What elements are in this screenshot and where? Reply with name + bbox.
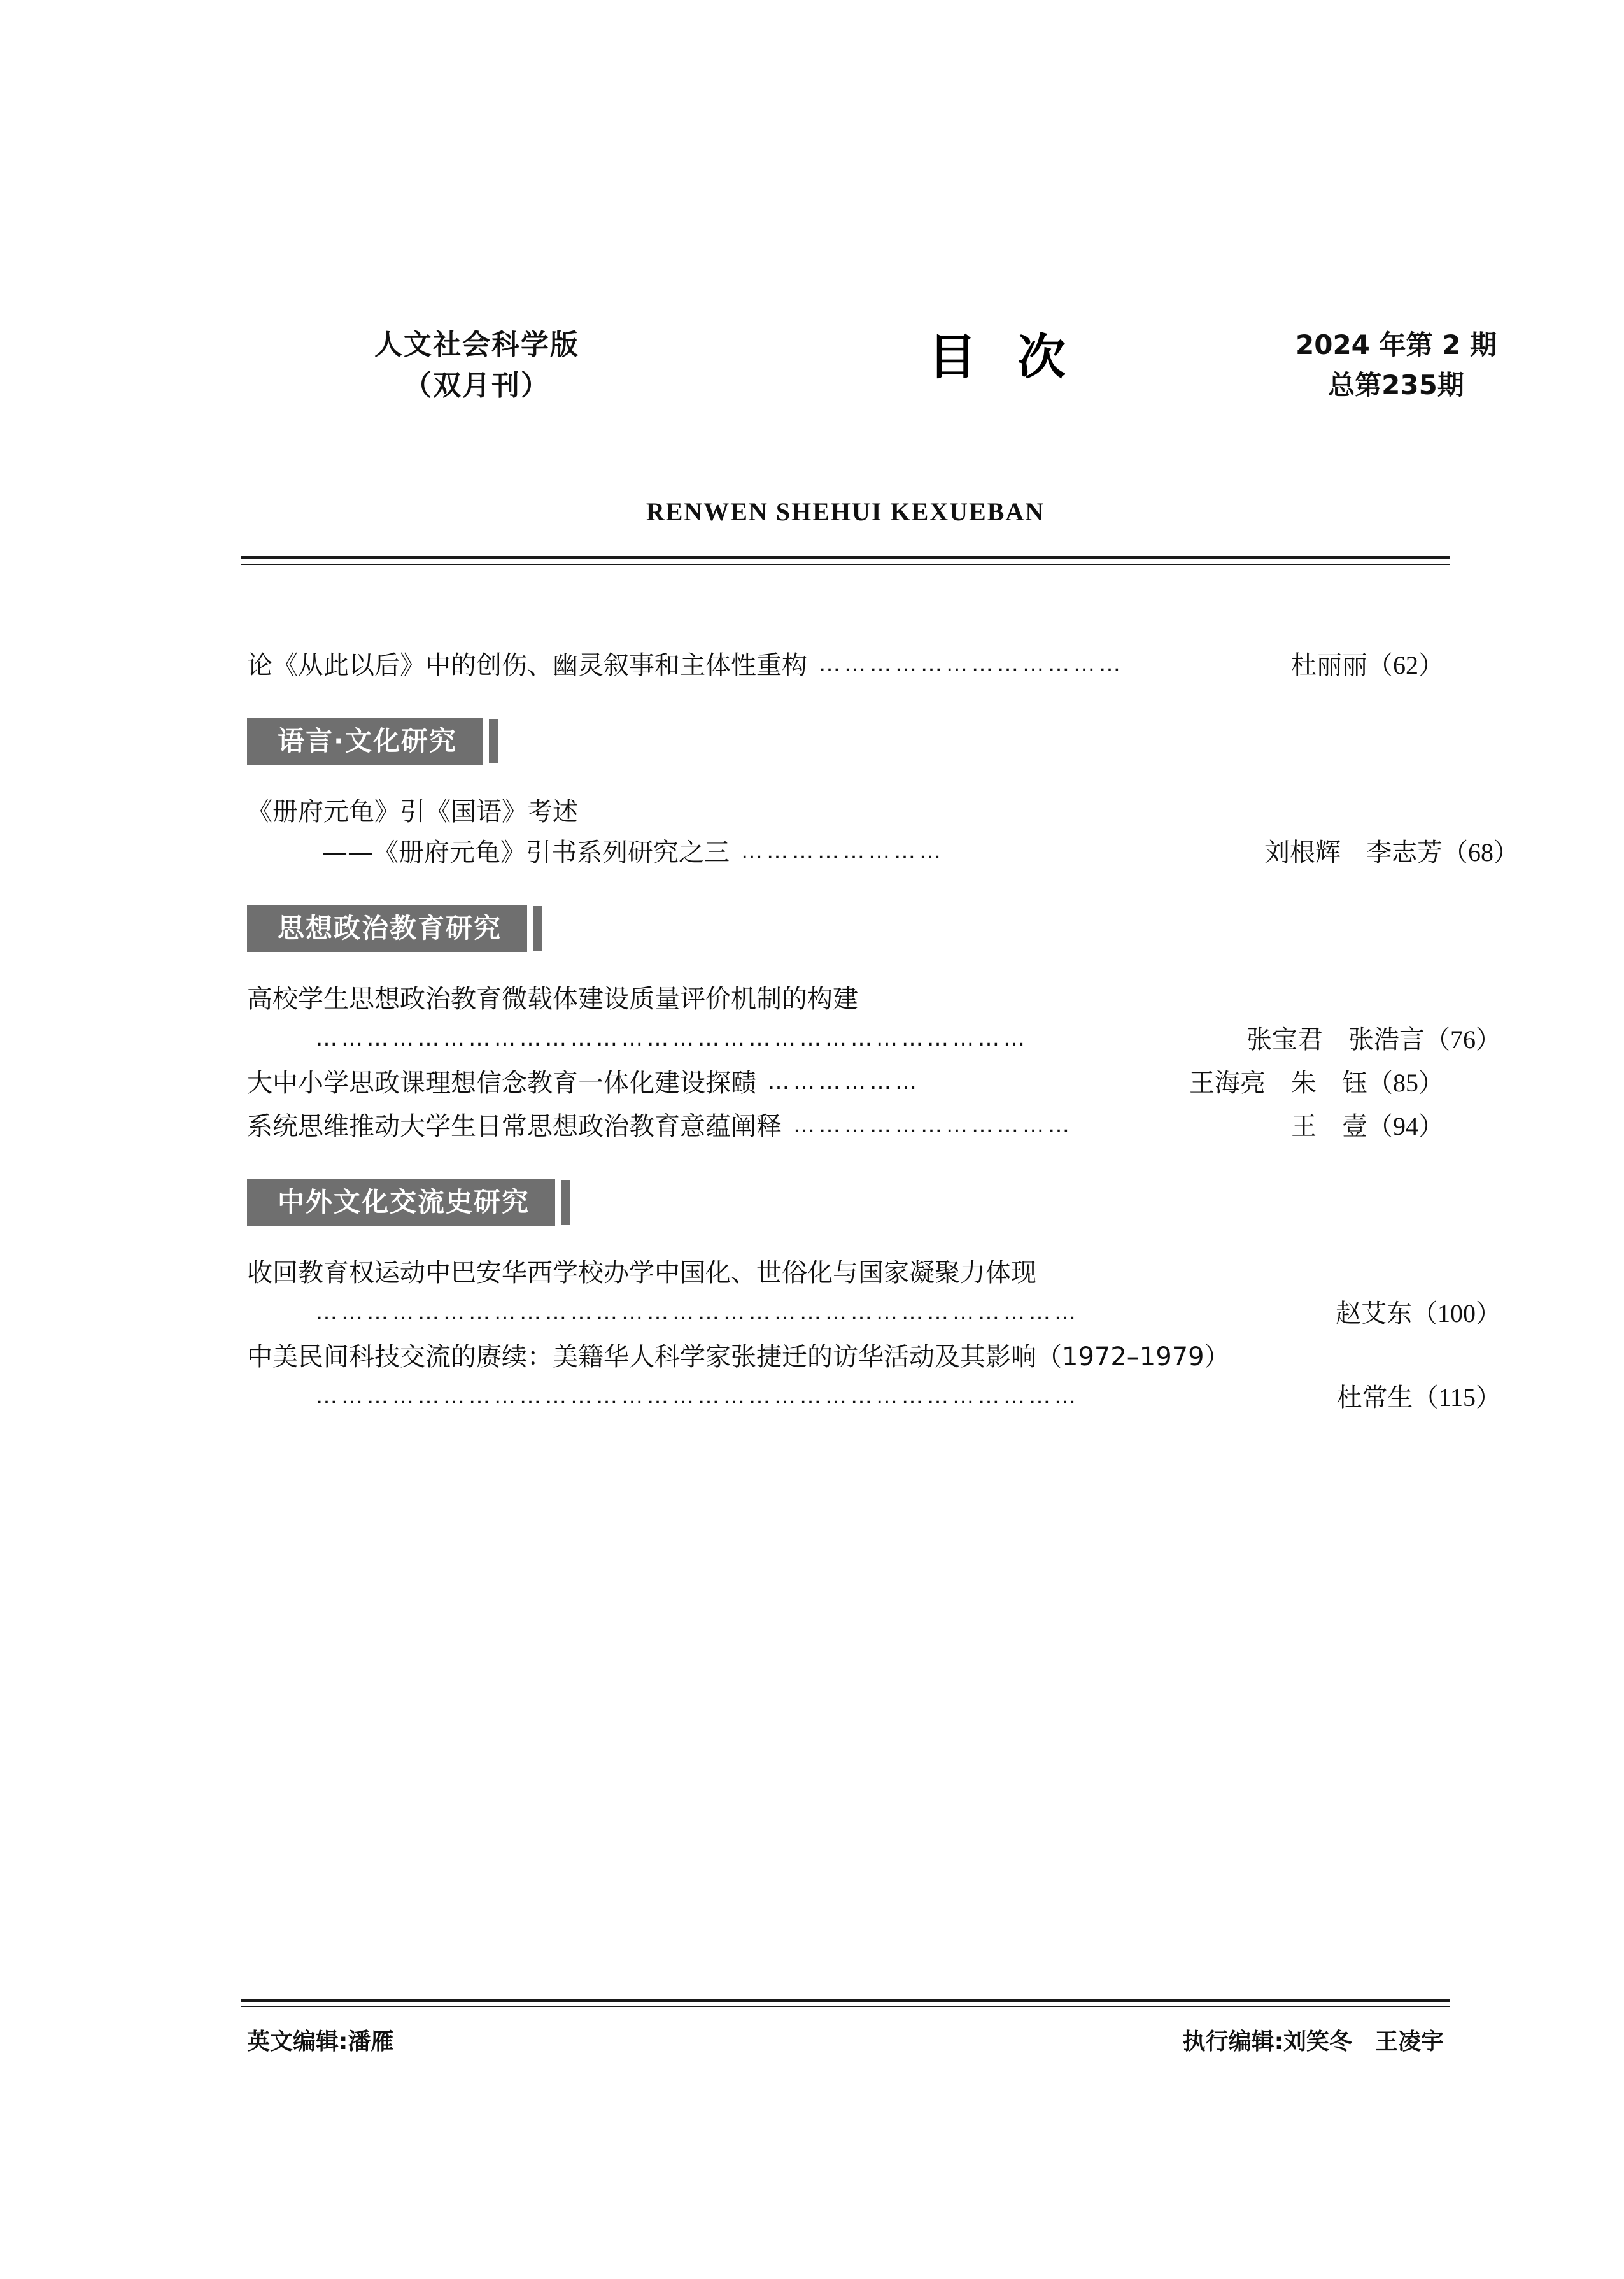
section-header bbox=[247, 718, 1444, 767]
leader-dots: ………………………………………………………………………… bbox=[316, 1026, 1029, 1051]
issue-line-1: 2024 年第 2 期 bbox=[1296, 329, 1497, 360]
section-label: 语言·文化研究 bbox=[247, 718, 483, 765]
toc-entry-subtitle: ——《册府元龟》引书系列研究之三 bbox=[322, 838, 730, 867]
footer-managing-editor: 执行编辑:刘笑冬 王凌宇 bbox=[1182, 2029, 1444, 2055]
toc-entry-title: 收回教育权运动中巴安华西学校办学中国化、世俗化与国家凝聚力体现 bbox=[247, 1258, 1036, 1288]
toc-entry-title: 系统思维推动大学生日常思想政治教育意蕴阐释 bbox=[247, 1112, 782, 1141]
leader-dots: ……………………………………………………………………………… bbox=[316, 1300, 1080, 1325]
leader-dots: …………………………… bbox=[793, 1112, 1073, 1138]
leader-dots: …………………… bbox=[741, 839, 945, 864]
toc-entry-authors: 杜丽丽（62） bbox=[1291, 651, 1444, 679]
toc-entry[interactable] bbox=[247, 1338, 1444, 1376]
footer-english-editor: 英文编辑:潘雁 bbox=[247, 2029, 394, 2055]
toc-entry-authors: 赵艾东（100） bbox=[1336, 1299, 1501, 1328]
toc-entry-title: 中美民间科技交流的赓续：美籍华人科学家张捷迁的访华活动及其影响（1972–1979） bbox=[247, 1342, 1230, 1372]
toc-entry-continuation[interactable] bbox=[247, 1379, 1501, 1417]
table-of-contents bbox=[241, 646, 1519, 1417]
leader-dots: ……………………………………………………………………………… bbox=[316, 1384, 1080, 1409]
section-header bbox=[247, 905, 1444, 955]
issue-line-2: 总第235期 bbox=[1328, 369, 1464, 401]
toc-entry-title: 高校学生思想政治教育微载体建设质量评价机制的构建 bbox=[247, 984, 858, 1014]
toc-entry-authors: 刘根辉 李志芳（68） bbox=[1264, 838, 1519, 867]
page-content bbox=[241, 0, 1519, 1422]
toc-entry-authors: 王 壹（94） bbox=[1291, 1112, 1444, 1140]
toc-entry-continuation[interactable] bbox=[247, 834, 1519, 872]
toc-entry-authors: 杜常生（115） bbox=[1336, 1383, 1501, 1412]
toc-entry-title: 大中小学思政课理想信念教育一体化建设探赜 bbox=[247, 1069, 756, 1098]
leader-dots: ……………………………… bbox=[819, 651, 1124, 677]
issue-label bbox=[1259, 325, 1533, 405]
toc-entry[interactable] bbox=[247, 793, 1444, 831]
toc-entry-authors: 张宝君 张浩言（76） bbox=[1246, 1025, 1501, 1054]
page-footer bbox=[241, 1999, 1450, 2056]
toc-entry-continuation[interactable] bbox=[247, 1295, 1501, 1333]
toc-entry-title: 《册府元龟》引《国语》考述 bbox=[247, 797, 578, 827]
toc-entry[interactable] bbox=[247, 1107, 1444, 1146]
toc-entry-authors: 王海亮 朱 钰（85） bbox=[1189, 1069, 1444, 1097]
masthead bbox=[241, 318, 1497, 478]
header-divider bbox=[241, 556, 1450, 565]
footer-divider bbox=[241, 1999, 1450, 2007]
toc-entry-continuation[interactable] bbox=[247, 1021, 1501, 1059]
leader-dots: ……………… bbox=[768, 1069, 921, 1095]
toc-entry[interactable] bbox=[247, 646, 1444, 685]
section-label: 思想政治教育研究 bbox=[247, 905, 527, 952]
section-tail-bar bbox=[561, 1180, 570, 1225]
toc-entry[interactable] bbox=[247, 1064, 1444, 1102]
edition-label bbox=[374, 325, 579, 406]
toc-entry-title: 论《从此以后》中的创伤、幽灵叙事和主体性重构 bbox=[247, 651, 807, 680]
page-title: 目次 bbox=[928, 329, 1106, 385]
toc-entry[interactable] bbox=[247, 980, 1444, 1018]
section-label: 中外文化交流史研究 bbox=[247, 1179, 555, 1226]
edition-line-1: 人文社会科学版 bbox=[374, 329, 579, 361]
section-tail-bar bbox=[489, 719, 498, 763]
section-tail-bar bbox=[533, 906, 542, 951]
section-header bbox=[247, 1179, 1444, 1228]
toc-entry[interactable] bbox=[247, 1254, 1444, 1292]
pinyin-subtitle: RENWEN SHEHUI KEXUEBAN bbox=[646, 497, 1045, 526]
edition-line-2: （双月刊） bbox=[404, 369, 550, 402]
